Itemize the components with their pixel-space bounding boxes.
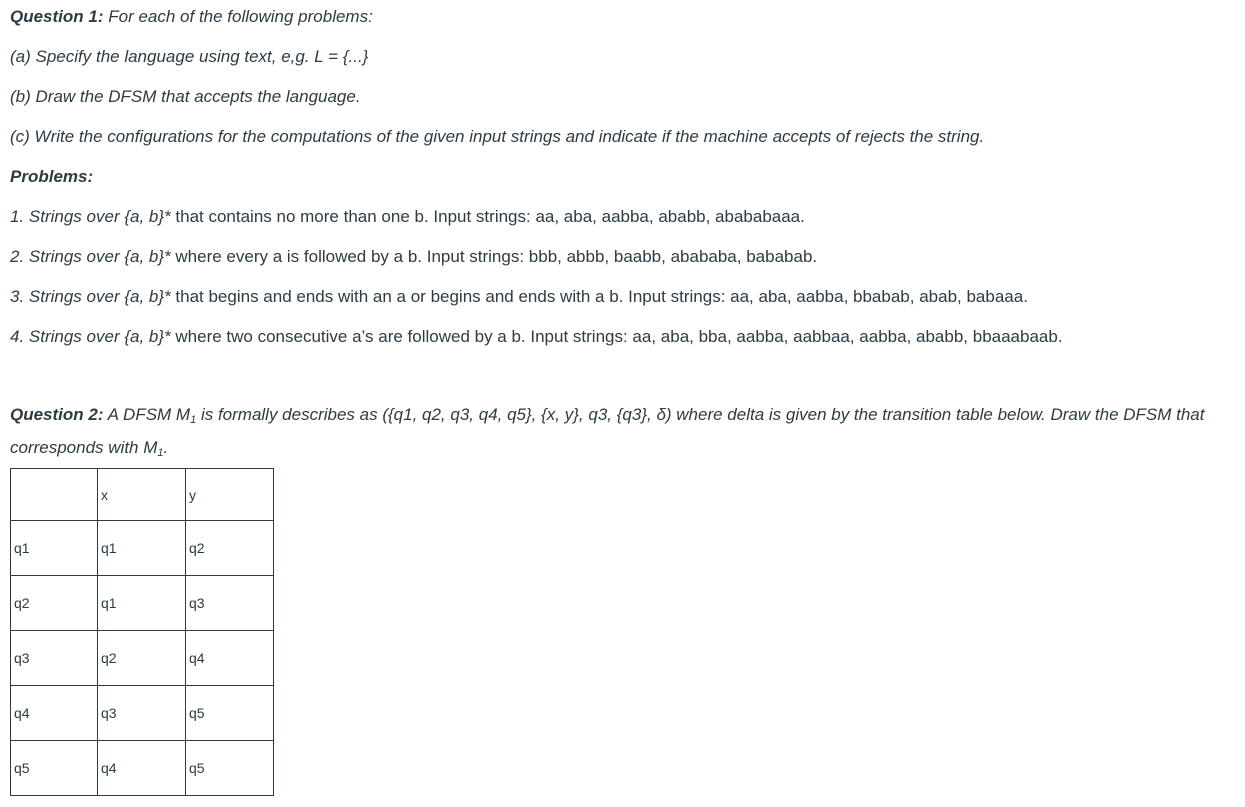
problem-text: where every a is followed by a b. Input strings: bbb, abbb, baabb, abababa, bababab.: [175, 247, 818, 266]
problems-label: Problems:: [10, 167, 94, 186]
table-cell: q5: [11, 741, 98, 796]
table-header-cell: y: [186, 469, 274, 521]
problem-text: that contains no more than one b. Input strings: aa, aba, aabba, ababb, abababaaa.: [175, 207, 805, 226]
part-c: (c) Write the configurations for the computations of the given input strings and indicate if the machine accepts of rejects the string.: [10, 127, 985, 146]
table-cell: q3: [186, 576, 274, 631]
problem-item: [10, 206, 805, 228]
question-1-heading: [10, 6, 373, 28]
question-1-title: Question 1:: [10, 7, 104, 26]
question-2-subscript: 1: [190, 414, 197, 426]
problem-item: [10, 326, 1063, 348]
table-cell: q3: [11, 631, 98, 686]
table-row: [11, 686, 274, 741]
table-cell: q1: [98, 521, 186, 576]
question-2-title: Question 2:: [10, 405, 104, 424]
problem-lead: 4. Strings over {a, b}*: [10, 327, 176, 346]
table-cell: q5: [186, 741, 274, 796]
table-cell: q1: [98, 576, 186, 631]
problem-item: [10, 246, 817, 268]
table-cell: q1: [11, 521, 98, 576]
table-cell: q4: [186, 631, 274, 686]
table-cell: q4: [11, 686, 98, 741]
problem-text: where two consecutive a’s are followed by a b. Input strings: aa, aba, bba, aabba, aabbaa, aabba, ababb, bbaaabaab.: [175, 327, 1063, 346]
question-2-text-a: A DFSM M: [103, 405, 191, 424]
question-2-subscript: 1: [157, 447, 164, 459]
table-row: [11, 521, 274, 576]
problem-lead: 1. Strings over {a, b}*: [10, 207, 176, 226]
table-header-cell: [11, 469, 98, 521]
transition-table: [10, 468, 274, 796]
table-row: [11, 741, 274, 796]
table-header-cell: x: [98, 469, 186, 521]
table-cell: q2: [98, 631, 186, 686]
problem-lead: 2. Strings over {a, b}*: [10, 247, 176, 266]
question-2-text-b: is formally describes as ({q1, q2, q3, q4, q5}, {x, y}, q3, {q3}, δ) where delta is given by the transition table below. Draw the DFSM that corresponds with M: [10, 405, 1205, 457]
part-a: (a) Specify the language using text, e,g. L = {...}: [10, 47, 369, 66]
problem-text: that begins and ends with an a or begins and ends with a b. Input strings: aa, aba, aabba, bbabab, abab, babaaa.: [175, 287, 1028, 306]
table-cell: q3: [98, 686, 186, 741]
problem-lead: 3. Strings over {a, b}*: [10, 287, 176, 306]
table-row: [11, 631, 274, 686]
table-cell: q2: [186, 521, 274, 576]
question-2-paragraph: [10, 401, 1235, 467]
table-cell: q5: [186, 686, 274, 741]
table-cell: q4: [98, 741, 186, 796]
question-1-instruction: For each of the following problems:: [103, 7, 373, 26]
question-2-text-c: .: [163, 438, 169, 457]
part-b: (b) Draw the DFSM that accepts the language.: [10, 87, 361, 106]
table-cell: q2: [11, 576, 98, 631]
table-row: [11, 576, 274, 631]
problem-item: [10, 286, 1028, 308]
table-header-row: [11, 469, 274, 521]
